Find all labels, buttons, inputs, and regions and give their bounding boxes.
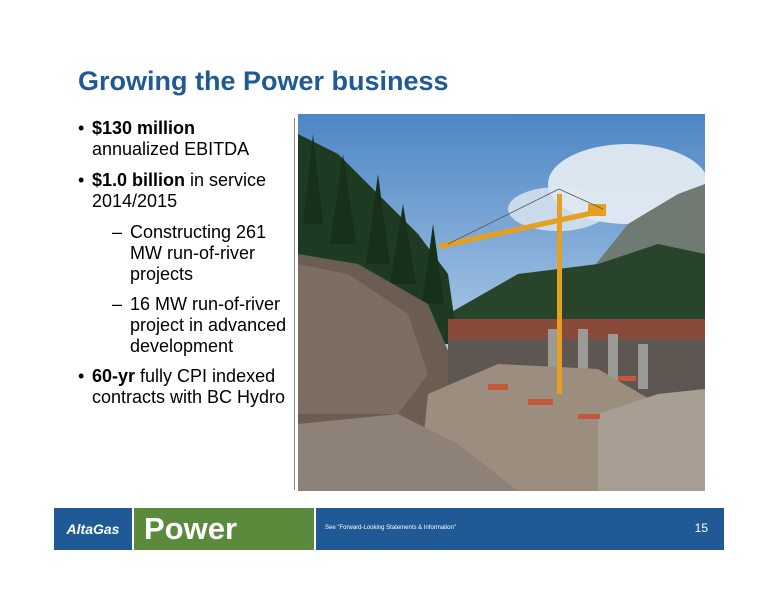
bullet-text: annualized EBITDA <box>92 139 250 159</box>
footer-bar <box>54 508 724 550</box>
section-label <box>134 508 314 550</box>
footer-band <box>316 508 724 550</box>
sub-bullet-dash: – <box>112 294 123 314</box>
construction-photo <box>298 114 705 491</box>
sub-bullet-dash: – <box>112 222 123 242</box>
section-text: Power <box>144 511 238 546</box>
bullet-text: fully CPI indexed contracts with BC Hydro <box>92 366 286 407</box>
divider-line <box>294 118 295 490</box>
bullet-contracts <box>78 366 288 408</box>
bullet-bold: 60-yr <box>92 366 136 386</box>
sub-bullet-constructing <box>90 222 288 285</box>
page-number: 15 <box>694 521 708 535</box>
bullet-in-service <box>78 170 288 212</box>
sub-bullet-text: Constructing 261 MW run-of-river projects <box>130 222 267 284</box>
sub-bullet-development <box>90 294 288 357</box>
sub-bullet-text: 16 MW run-of-river project in advanced development <box>130 294 287 356</box>
logo-text: AltaGas <box>66 521 120 537</box>
bullet-bold: $130 million <box>92 118 196 138</box>
bullet-bold: $1.0 billion <box>92 170 186 190</box>
bullet-dot: • <box>78 170 85 190</box>
bullet-list <box>78 118 288 418</box>
bullet-text: in service 2014/2015 <box>92 170 267 211</box>
bullet-dot: • <box>78 366 85 386</box>
altagas-logo <box>54 508 132 550</box>
disclaimer-text: See "Forward-Looking Statements & Information" <box>325 525 456 531</box>
slide-title: Growing the Power business <box>78 66 449 96</box>
bullet-ebitda <box>78 118 288 160</box>
bullet-dot: • <box>78 118 85 138</box>
